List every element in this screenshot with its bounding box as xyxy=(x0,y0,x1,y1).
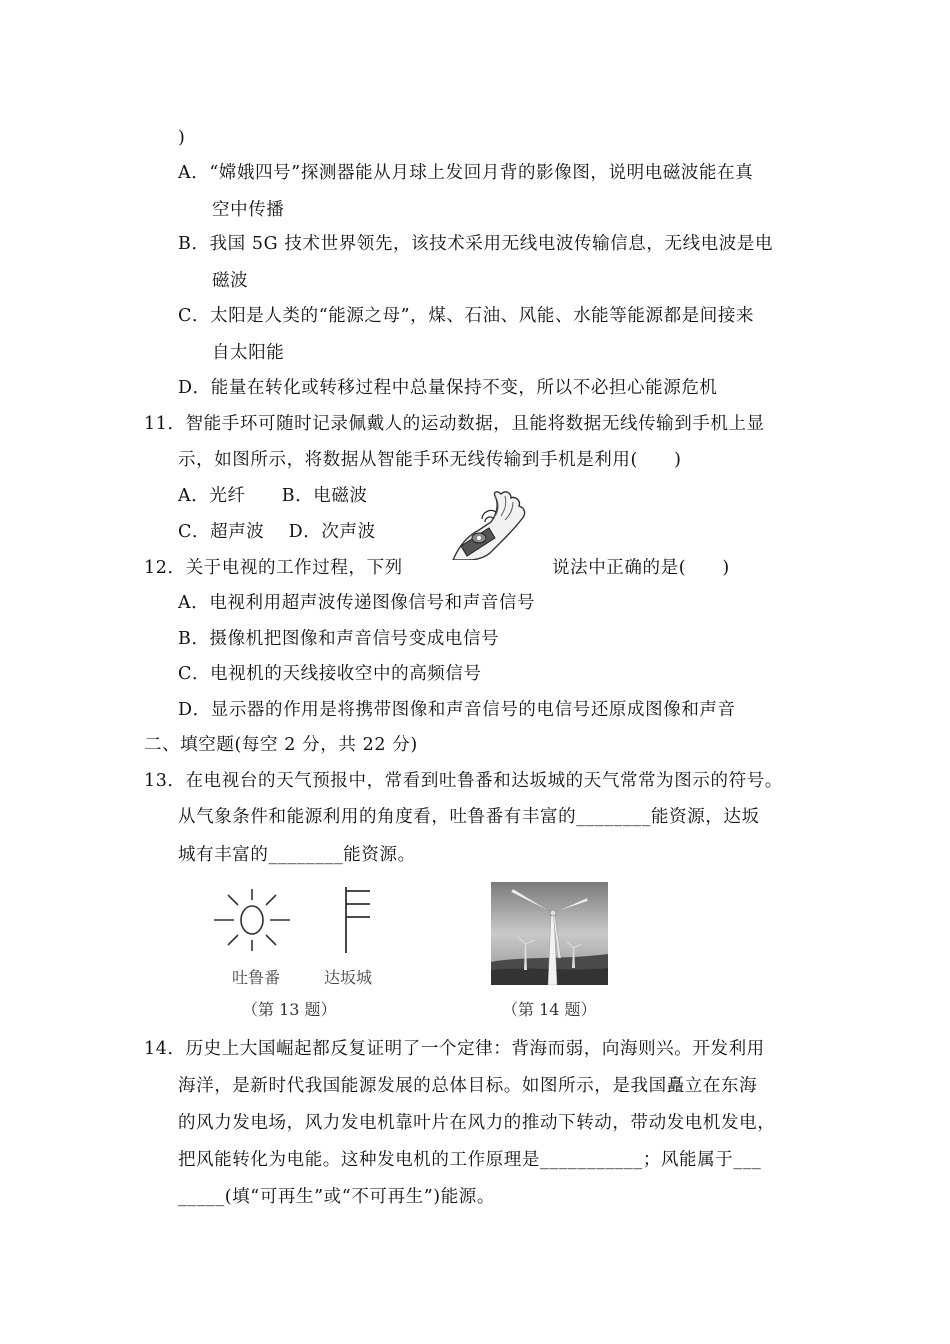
q10-option-c-cont: 自太阳能 xyxy=(212,343,285,363)
turpan-label: 吐鲁番 xyxy=(232,968,281,987)
q12-option-b: B．摄像机把图像和声音信号变成电信号 xyxy=(178,629,500,649)
wind-turbine-photo xyxy=(491,882,608,985)
q11-stem: 11．智能手环可随时记录佩戴人的运动数据，且能将数据无线传输到手机上显 xyxy=(144,414,765,434)
q10-option-d: D．能量在转化或转移过程中总量保持不变，所以不必担心能源危机 xyxy=(178,378,718,398)
q12-option-d: D．显示器的作用是将携带图像和声音信号的电信号还原成图像和声音 xyxy=(178,700,736,720)
wind-weather-icon xyxy=(338,885,378,955)
figure-14-caption: （第 14 题） xyxy=(502,1000,597,1019)
sun-weather-icon xyxy=(212,887,292,953)
q13-stem-cont: 从气象条件和能源利用的角度看，吐鲁番有丰富的________能资源，达坂 xyxy=(178,807,760,827)
q10-option-b-cont: 磁波 xyxy=(212,271,249,291)
smart-band-figure xyxy=(445,488,531,560)
q11-stem-cont: 示，如图所示，将数据从智能手环无线传输到手机是利用( ) xyxy=(178,450,682,470)
q14-stem-line3: 的风力发电场，风力发电机靠叶片在风力的推动下转动，带动发电机发电， xyxy=(178,1113,776,1133)
q14-stem-line2: 海洋，是新时代我国能源发展的总体目标。如图所示，是我国矗立在东海 xyxy=(178,1076,758,1096)
q14-stem-line4: 把风能转化为电能。这种发电机的工作原理是___________；风能属于___ xyxy=(178,1150,762,1170)
q13-stem-end: 城有丰富的________能资源。 xyxy=(178,845,416,865)
q13-stem: 13．在电视台的天气预报中，常看到吐鲁番和达坂城的天气常常为图示的符号。 xyxy=(144,771,783,791)
q10-paren-end: ) xyxy=(178,128,186,148)
q12-stem-part2: 说法中正确的是( ) xyxy=(552,558,730,578)
q11-options-cd: C．超声波 D．次声波 xyxy=(178,522,376,542)
section-fill-blank-heading: 二、填空题(每空 2 分，共 22 分) xyxy=(144,735,418,755)
q12-option-c: C．电视机的天线接收空中的高频信号 xyxy=(178,664,482,684)
q11-options-ab: A．光纤 B．电磁波 xyxy=(178,486,368,506)
q10-option-b: B．我国 5G 技术世界领先，该技术采用无线电波传输信息，无线电波是电 xyxy=(178,234,774,254)
q10-option-c: C．太阳是人类的“能源之母”，煤、石油、风能、水能等能源都是间接来 xyxy=(178,306,755,326)
q12-stem-part1: 12．关于电视的工作过程，下列 xyxy=(144,558,403,578)
q10-option-a-cont: 空中传播 xyxy=(212,200,285,220)
q14-stem: 14．历史上大国崛起都反复证明了一个定律：背海而弱，向海则兴。开发利用 xyxy=(144,1039,765,1059)
figure-13-caption: （第 13 题） xyxy=(242,1000,337,1019)
q12-option-a: A．电视利用超声波传递图像信号和声音信号 xyxy=(178,593,536,613)
dabancheng-label: 达坂城 xyxy=(324,968,373,987)
q10-option-a: A．“嫦娥四号”探测器能从月球上发回月背的影像图，说明电磁波能在真 xyxy=(178,163,754,183)
q14-stem-line5: _____(填“可再生”或“不可再生”)能源。 xyxy=(178,1187,495,1207)
